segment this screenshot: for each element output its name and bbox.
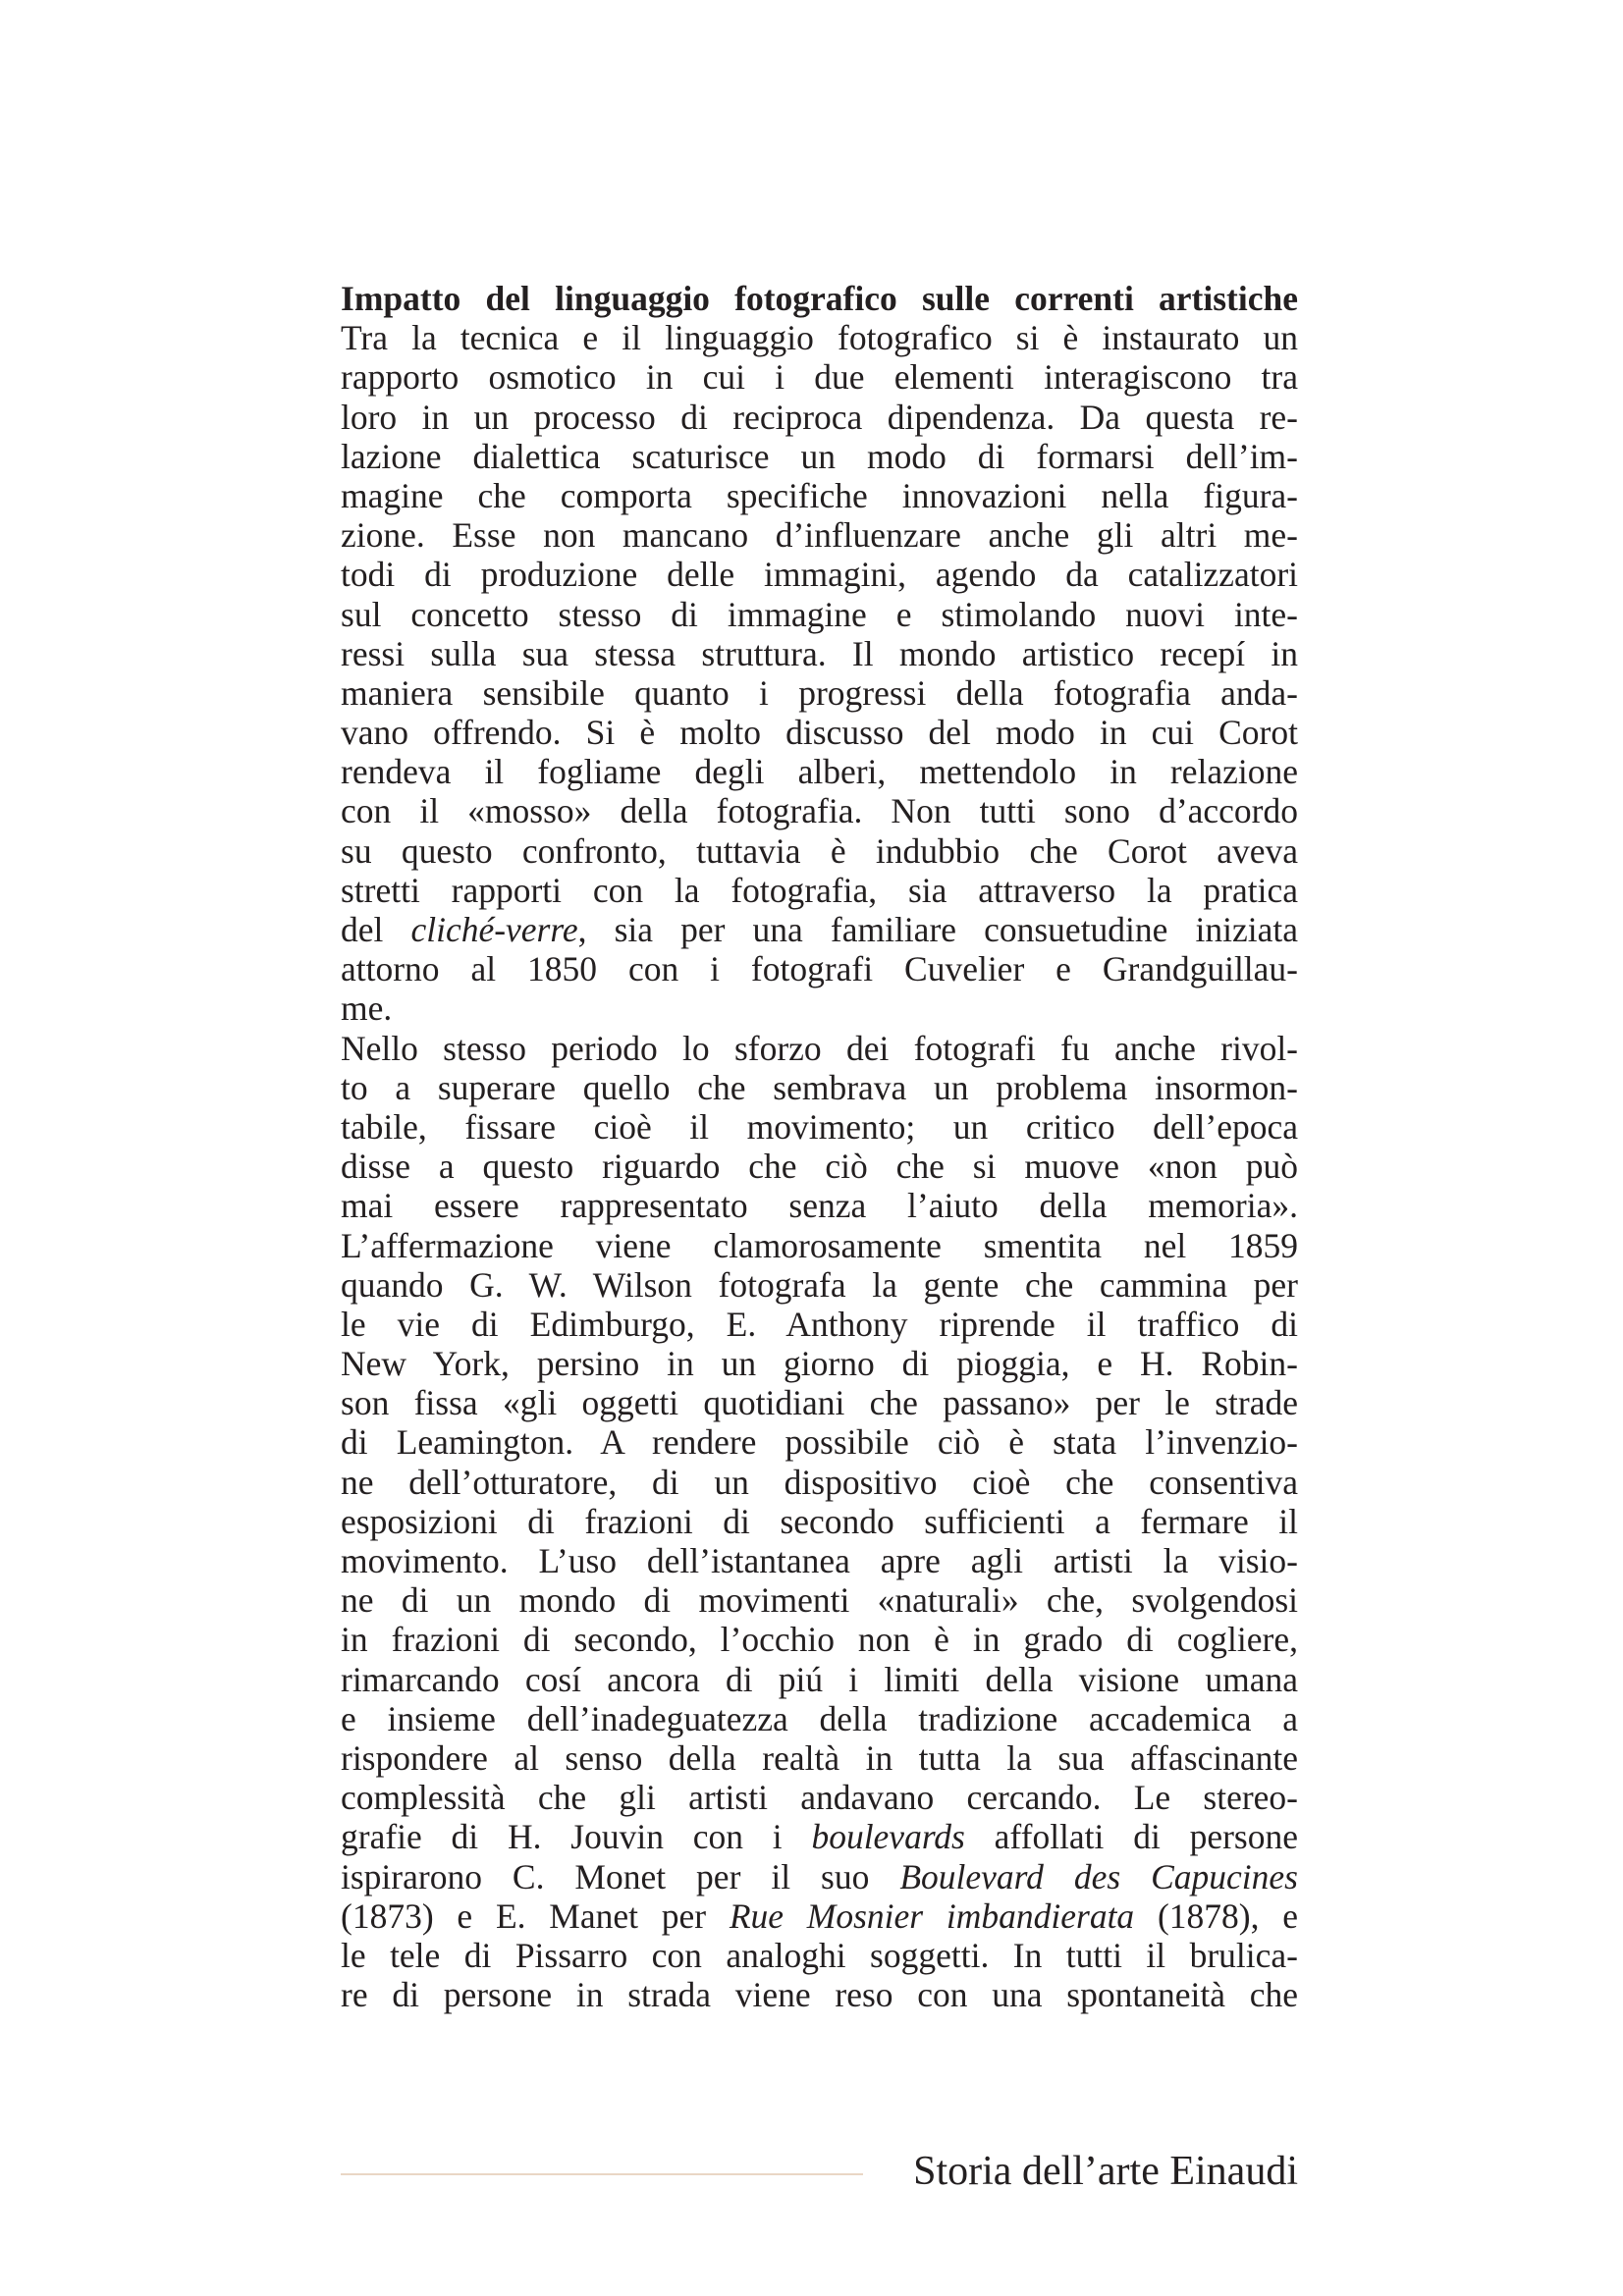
footer-divider (341, 2173, 863, 2175)
italic-title: Rue Mosnier imbandierata (729, 1896, 1135, 1936)
text-line: todi di produzione delle immagini, agendo da catalizzatori (341, 555, 1298, 595)
text-line: le tele di Pissarro con analoghi soggetti. In tutti il brulica- (341, 1935, 1298, 1975)
italic-term: cliché-verre (410, 910, 578, 949)
text-line: mai essere rappresentato senza l’aiuto della memoria». (341, 1186, 1298, 1226)
text-line: movimento. L’uso dell’istantanea apre agli artisti la visio- (341, 1541, 1298, 1580)
text-line: Nello stesso periodo lo sforzo dei fotografi fu anche rivol- (341, 1028, 1298, 1068)
text-line: del cliché-verre, sia per una familiare consuetudine iniziata (341, 910, 1298, 949)
text-line: stretti rapporti con la fotografia, sia attraverso la pratica (341, 870, 1298, 910)
text-line: New York, persino in un giorno di pioggia, e H. Robin- (341, 1344, 1298, 1384)
text-line: me. (341, 988, 393, 1029)
text-line: su questo confronto, tuttavia è indubbio che Corot aveva (341, 830, 1298, 871)
text-line: e insieme dell’inadeguatezza della tradizione accademica a (341, 1698, 1298, 1738)
section-heading: Impatto del linguaggio fotografico sulle correnti artistiche (341, 279, 1298, 318)
text-line: di Leamington. A rendere possibile ciò è stata l’invenzio- (341, 1422, 1298, 1463)
text-line: ispirarono C. Monet per il suo Boulevard des Capucines (341, 1856, 1298, 1896)
text-line: loro in un processo di reciproca dipendenza. Da questa re- (341, 397, 1298, 437)
text-line: ressi sulla sua stessa struttura. Il mondo artistico recepí in (341, 633, 1298, 673)
text-line: quando G. W. Wilson fotografa la gente che cammina per (341, 1264, 1298, 1305)
text-line: lazione dialettica scaturisce un modo di formarsi dell’im- (341, 436, 1298, 476)
text-line: rimarcando cosí ancora di piú i limiti della visione umana (341, 1659, 1298, 1699)
text-line: re di persone in strada viene reso con una spontaneità che (341, 1975, 1298, 2015)
text-line: tabile, fissare cioè il movimento; un critico dell’epoca (341, 1106, 1298, 1147)
footer-publication-title: Storia dell’arte Einaudi (913, 2149, 1298, 2194)
text-line: attorno al 1850 con i fotografi Cuvelier e Grandguillau- (341, 949, 1298, 989)
text-line: con il «mosso» della fotografia. Non tutti sono d’accordo (341, 791, 1298, 831)
paragraph-2 (341, 1029, 1298, 2015)
text-line: in frazioni di secondo, l’occhio non è in grado di cogliere, (341, 1620, 1298, 1660)
text-line: rispondere al senso della realtà in tutta la sua affascinante (341, 1737, 1298, 1778)
text-line: son fissa «gli oggetti quotidiani che passano» per le strade (341, 1383, 1298, 1423)
body-text (341, 279, 1298, 2014)
italic-title: Boulevard des Capucines (899, 1856, 1298, 1896)
text-line: grafie di H. Jouvin con i boulevards affollati di persone (341, 1817, 1298, 1857)
text-line: sul concetto stesso di immagine e stimolando nuovi inte- (341, 594, 1298, 634)
text-line: to a superare quello che sembrava un problema insormon- (341, 1067, 1298, 1107)
text-line: maniera sensibile quanto i progressi della fotografia anda- (341, 672, 1298, 713)
text-line: esposizioni di frazioni di secondo sufficienti a fermare il (341, 1501, 1298, 1541)
text-line: ne dell’otturatore, di un dispositivo cioè che consentiva (341, 1462, 1298, 1502)
text-line: disse a questo riguardo che ciò che si muove «non può (341, 1147, 1298, 1187)
text-line: rendeva il fogliame degli alberi, mettendolo in relazione (341, 752, 1298, 792)
text-line: vano offrendo. Si è molto discusso del modo in cui Corot (341, 713, 1298, 753)
italic-term: boulevards (811, 1817, 965, 1857)
text-line: ne di un mondo di movimenti «naturali» che, svolgendosi (341, 1580, 1298, 1621)
text-line: Tra la tecnica e il linguaggio fotografico si è instaurato un (341, 318, 1298, 358)
text-line: complessità che gli artisti andavano cercando. Le stereo- (341, 1778, 1298, 1818)
text-line: L’affermazione viene clamorosamente smentita nel 1859 (341, 1225, 1298, 1265)
text-line: magine che comporta specifiche innovazioni nella figura- (341, 475, 1298, 515)
paragraph-1 (341, 318, 1298, 1028)
text-line: (1873) e E. Manet per Rue Mosnier imbandierata (1878), e (341, 1896, 1299, 1936)
text-line: le vie di Edimburgo, E. Anthony riprende il traffico di (341, 1304, 1298, 1344)
text-line: zione. Esse non mancano d’influenzare anche gli altri me- (341, 515, 1298, 556)
text-line: rapporto osmotico in cui i due elementi interagiscono tra (341, 357, 1298, 398)
